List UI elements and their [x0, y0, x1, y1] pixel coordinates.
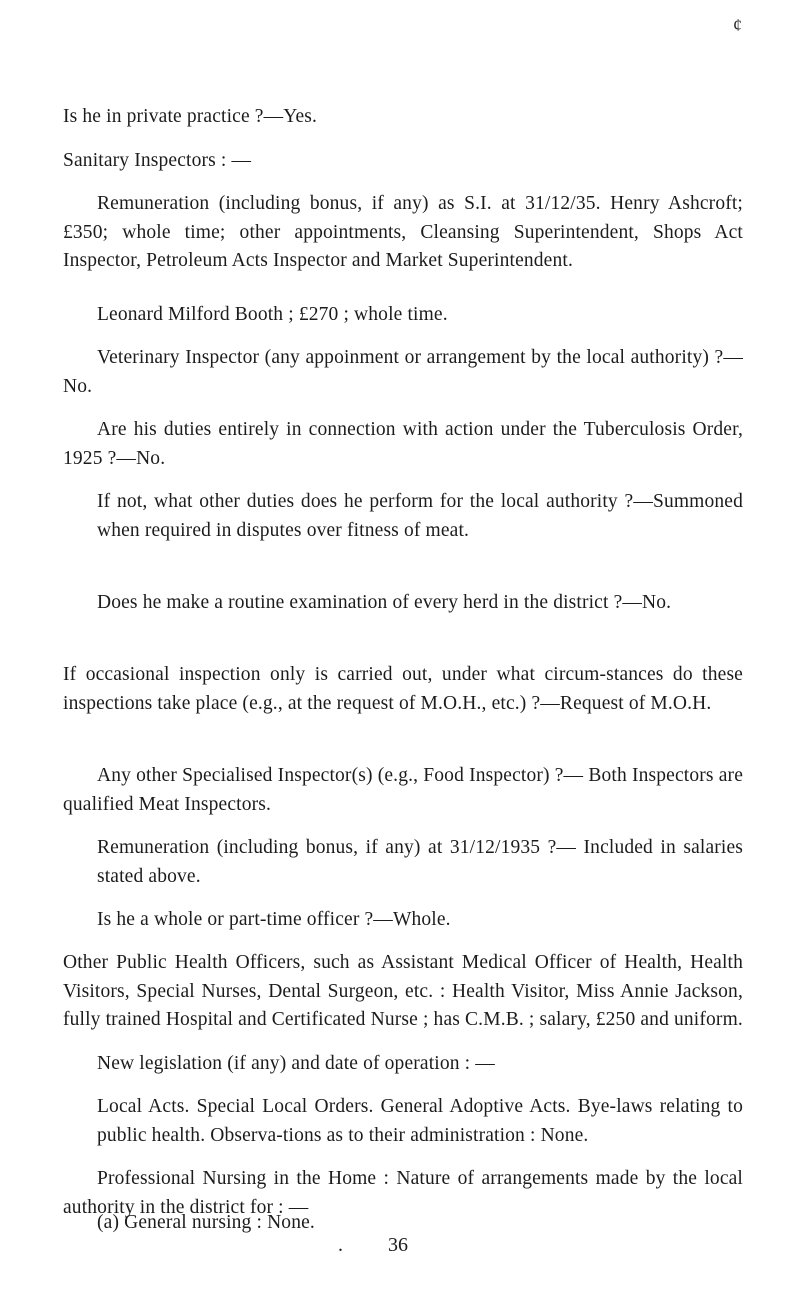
- paragraph-private-practice: Is he in private practice ?—Yes.: [63, 106, 318, 127]
- paragraph-other-duties: If not, what other duties does he perform for the local authority ?—Summoned when required in disputes over fitness of meat.: [97, 491, 743, 541]
- paragraph-whole-time-officer: Is he a whole or part-time officer ?—Whole.: [97, 909, 451, 930]
- page-number: 36: [388, 1234, 408, 1256]
- paragraph-local-acts: Local Acts. Special Local Orders. General Adoptive Acts. Bye-laws relating to public health. Observa-tions as to their administration : None.: [97, 1096, 743, 1146]
- paragraph-veterinary-inspector: Veterinary Inspector (any appoinment or arrangement by the local authority) ?—No.: [63, 347, 743, 397]
- stray-dot: .: [338, 1234, 343, 1256]
- paragraph-general-nursing: (a) General nursing : None.: [97, 1212, 315, 1233]
- paragraph-routine-examination: Does he make a routine examination of every herd in the district ?—No.: [97, 592, 672, 613]
- paragraph-new-legislation: New legislation (if any) and date of operation : —: [97, 1053, 495, 1074]
- paragraph-public-health-officers: Other Public Health Officers, such as Assistant Medical Officer of Health, Health Visitors, Special Nurses, Dental Surgeon, etc. : Health Visitor, Miss Annie Jackson, fully trained Hospital and Certificated Nurse ; has C.M.B. ; salary, £250 and uniform.: [63, 952, 743, 1030]
- occasional-inspection-text: If occasional inspection only is carried out, under what circum-stances do these inspections take place (e.g., at the request of M.O.H., etc.) ?—Request of M.O.H.: [63, 664, 743, 714]
- heading-sanitary-inspectors: Sanitary Inspectors : —: [63, 150, 252, 171]
- paragraph-leonard-booth: Leonard Milford Booth ; £270 ; whole time.: [97, 304, 448, 325]
- paragraph-remuneration-si: [63, 190, 743, 276]
- paragraph-professional-nursing: Professional Nursing in the Home : Nature of arrangements made by the local authority in the district for : —: [63, 1168, 743, 1218]
- corner-mark: ¢: [733, 15, 742, 35]
- remuneration-si-text: Remuneration (including bonus, if any) as S.I. at 31/12/35. Henry Ashcroft; £350; whole time; other appointments, Cleansing Superintendent, Shops Act Inspector, Petroleum Acts Inspector and Market Superintendent.: [63, 193, 743, 271]
- paragraph-occasional-inspection: [63, 661, 743, 718]
- paragraph-tuberculosis-order: Are his duties entirely in connection with action under the Tuberculosis Order, 1925 ?—No.: [63, 419, 743, 469]
- paragraph-specialised-inspector: Any other Specialised Inspector(s) (e.g., Food Inspector) ?— Both Inspectors are qualified Meat Inspectors.: [63, 765, 743, 815]
- paragraph-remuneration-1935: Remuneration (including bonus, if any) at 31/12/1935 ?— Included in salaries stated above.: [97, 837, 743, 887]
